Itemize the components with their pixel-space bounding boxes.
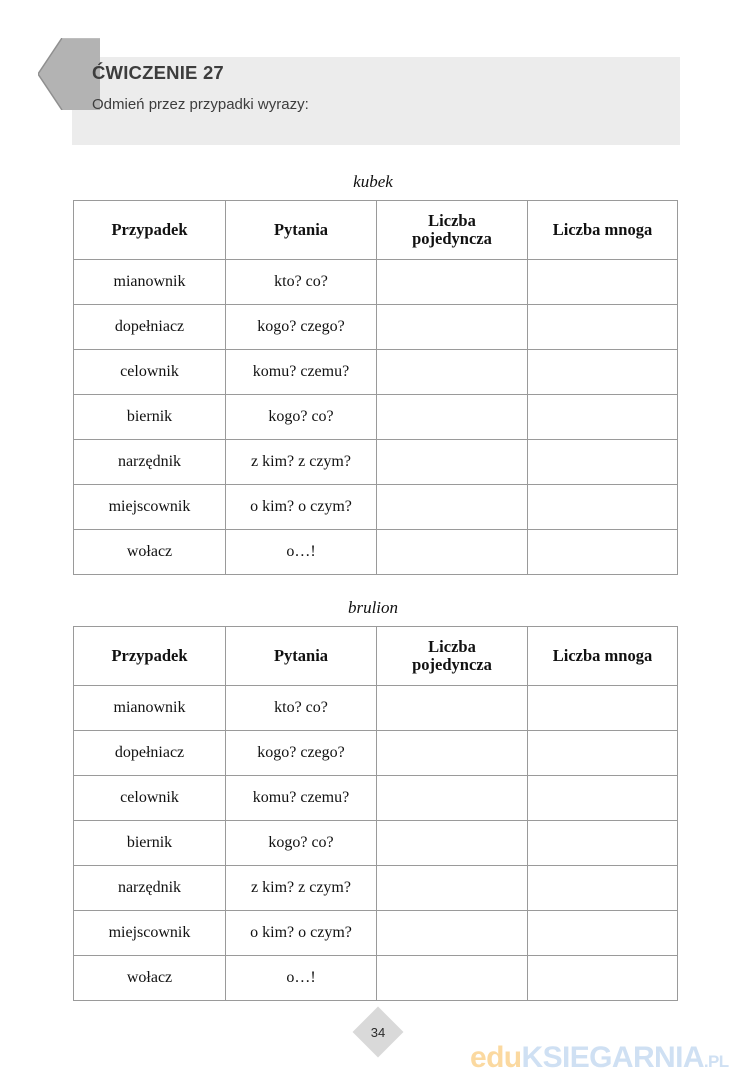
cell-case: wołacz xyxy=(74,956,226,1001)
cell-questions: o kim? o czym? xyxy=(226,485,377,530)
cell-questions: kogo? co? xyxy=(226,395,377,440)
table-header xyxy=(74,627,678,686)
table-row xyxy=(74,485,678,530)
table-header xyxy=(74,201,678,260)
table-row xyxy=(74,440,678,485)
table-row xyxy=(74,866,678,911)
cell-case: mianownik xyxy=(74,686,226,731)
column-header-questions: Pytania xyxy=(226,627,377,686)
cell-plural-answer[interactable] xyxy=(528,305,678,350)
cell-plural-answer[interactable] xyxy=(528,440,678,485)
word-caption-brulion: brulion xyxy=(347,598,399,617)
cell-questions: kogo? co? xyxy=(226,821,377,866)
cell-plural-answer[interactable] xyxy=(528,260,678,305)
cell-singular-answer[interactable] xyxy=(377,776,528,821)
table-body xyxy=(74,260,678,575)
cell-plural-answer[interactable] xyxy=(528,821,678,866)
cell-case: dopełniacz xyxy=(74,731,226,776)
column-header-singular-line2: pojedyncza xyxy=(412,655,492,674)
cell-singular-answer[interactable] xyxy=(377,260,528,305)
table-row xyxy=(74,956,678,1001)
cell-case: miejscownik xyxy=(74,485,226,530)
cell-plural-answer[interactable] xyxy=(528,395,678,440)
table-header-row xyxy=(74,627,678,686)
cell-singular-answer[interactable] xyxy=(377,305,528,350)
cell-plural-answer[interactable] xyxy=(528,956,678,1001)
column-header-plural: Liczba mnoga xyxy=(528,627,678,686)
table-row xyxy=(74,821,678,866)
column-header-singular-line1: Liczba xyxy=(428,210,476,230)
cell-questions: o…! xyxy=(226,956,377,1001)
cell-plural-answer[interactable] xyxy=(528,530,678,575)
cell-questions: kto? co? xyxy=(226,260,377,305)
cell-plural-answer[interactable] xyxy=(528,350,678,395)
exercise-instruction: Odmień przez przypadki wyrazy: xyxy=(92,96,309,114)
column-header-singular-line1: Liczba xyxy=(428,636,476,656)
cell-singular-answer[interactable] xyxy=(377,530,528,575)
cell-questions: o…! xyxy=(226,530,377,575)
cell-plural-answer[interactable] xyxy=(528,485,678,530)
cell-case: biernik xyxy=(74,395,226,440)
cell-questions: kto? co? xyxy=(226,686,377,731)
column-header-case: Przypadek xyxy=(74,627,226,686)
cell-singular-answer[interactable] xyxy=(377,956,528,1001)
cell-questions: o kim? o czym? xyxy=(226,911,377,956)
exercise-title: ĆWICZENIE 27 xyxy=(92,62,224,83)
column-header-singular-line2: pojedyncza xyxy=(412,229,492,248)
table-header-row xyxy=(74,201,678,260)
table-row xyxy=(74,305,678,350)
watermark xyxy=(470,1043,729,1073)
column-header-questions: Pytania xyxy=(226,201,377,260)
word-caption-kubek: kubek xyxy=(353,172,393,191)
table-row xyxy=(74,260,678,305)
column-header-singular xyxy=(377,627,528,686)
cell-questions: komu? czemu? xyxy=(226,776,377,821)
watermark-tld: .PL xyxy=(703,1052,729,1071)
column-header-singular xyxy=(377,201,528,260)
cell-singular-answer[interactable] xyxy=(377,821,528,866)
cell-singular-answer[interactable] xyxy=(377,686,528,731)
cell-singular-answer[interactable] xyxy=(377,911,528,956)
cell-case: celownik xyxy=(74,350,226,395)
cell-plural-answer[interactable] xyxy=(528,866,678,911)
column-header-case: Przypadek xyxy=(74,201,226,260)
cell-plural-answer[interactable] xyxy=(528,911,678,956)
left-chevron-arrow-icon xyxy=(38,38,100,110)
cell-singular-answer[interactable] xyxy=(377,731,528,776)
watermark-main: KSIEGARNIA xyxy=(521,1041,704,1074)
table-row xyxy=(74,911,678,956)
cell-questions: kogo? czego? xyxy=(226,731,377,776)
banner-text-block xyxy=(92,62,652,114)
table-row xyxy=(74,395,678,440)
cell-singular-answer[interactable] xyxy=(377,485,528,530)
cell-questions: komu? czemu? xyxy=(226,350,377,395)
cell-case: mianownik xyxy=(74,260,226,305)
cell-case: miejscownik xyxy=(74,911,226,956)
table-row xyxy=(74,530,678,575)
cell-case: narzędnik xyxy=(74,440,226,485)
table-row xyxy=(74,350,678,395)
cell-case: narzędnik xyxy=(74,866,226,911)
declension-table-kubek xyxy=(73,200,678,575)
cell-questions: z kim? z czym? xyxy=(226,866,377,911)
table-body xyxy=(74,686,678,1001)
declension-table-brulion xyxy=(73,626,678,1001)
cell-singular-answer[interactable] xyxy=(377,350,528,395)
table-row xyxy=(74,731,678,776)
cell-questions: z kim? z czym? xyxy=(226,440,377,485)
page-number: 34 xyxy=(370,1024,386,1040)
cell-singular-answer[interactable] xyxy=(377,440,528,485)
cell-case: wołacz xyxy=(74,530,226,575)
cell-case: celownik xyxy=(74,776,226,821)
cell-case: dopełniacz xyxy=(74,305,226,350)
table-row xyxy=(74,776,678,821)
watermark-prefix: edu xyxy=(470,1041,522,1074)
cell-plural-answer[interactable] xyxy=(528,731,678,776)
cell-plural-answer[interactable] xyxy=(528,686,678,731)
column-header-plural: Liczba mnoga xyxy=(528,201,678,260)
cell-questions: kogo? czego? xyxy=(226,305,377,350)
cell-case: biernik xyxy=(74,821,226,866)
table-row xyxy=(74,686,678,731)
cell-singular-answer[interactable] xyxy=(377,395,528,440)
cell-plural-answer[interactable] xyxy=(528,776,678,821)
cell-singular-answer[interactable] xyxy=(377,866,528,911)
